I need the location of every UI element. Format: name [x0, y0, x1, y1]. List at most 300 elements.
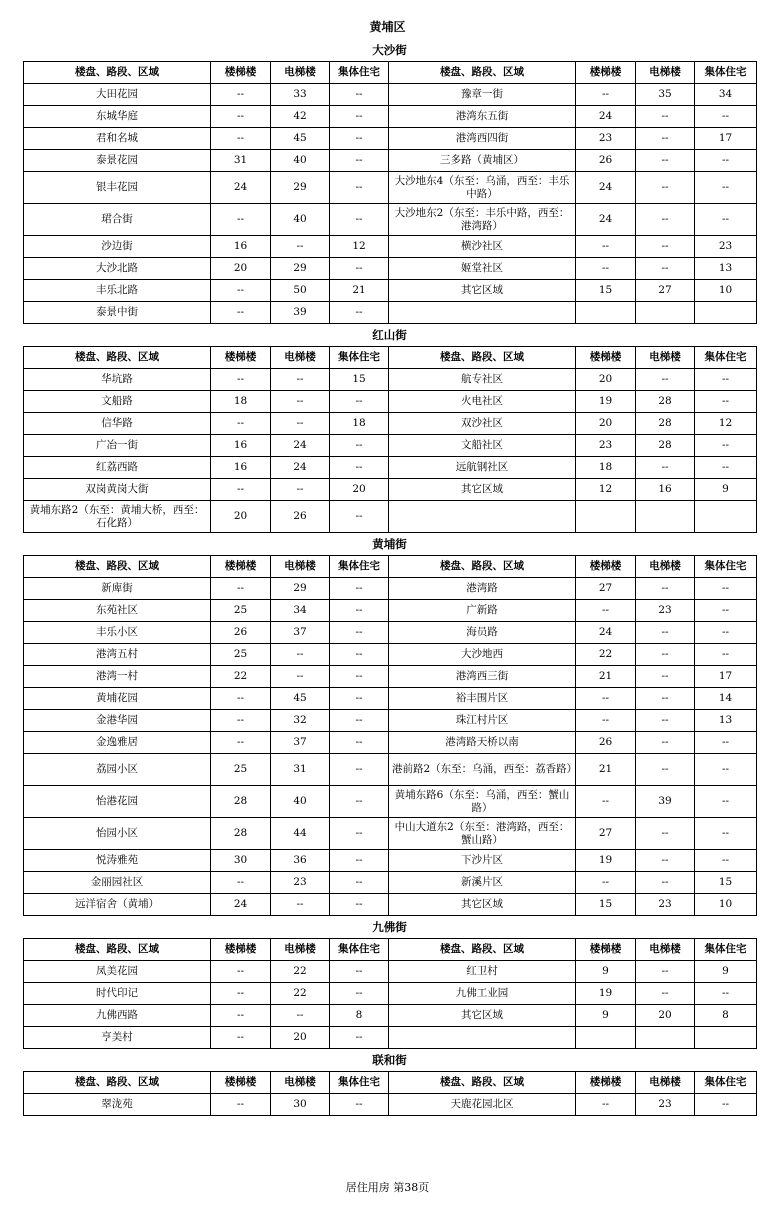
price-cell: 20	[330, 479, 389, 501]
price-cell: --	[211, 128, 271, 150]
column-header: 电梯楼	[636, 556, 695, 578]
column-header: 楼梯楼	[211, 556, 271, 578]
area-name-cell: 其它区域	[389, 894, 576, 916]
area-name-cell: 银丰花园	[24, 172, 211, 204]
price-cell: 22	[271, 961, 330, 983]
price-cell: --	[271, 479, 330, 501]
price-cell: --	[636, 128, 695, 150]
table-header-row	[24, 62, 757, 84]
price-cell: --	[695, 622, 757, 644]
price-cell: --	[211, 106, 271, 128]
price-cell: 16	[211, 236, 271, 258]
table-row	[24, 369, 757, 391]
price-cell: 18	[330, 413, 389, 435]
price-cell: 44	[271, 818, 330, 850]
price-cell: --	[576, 600, 636, 622]
price-cell: --	[330, 622, 389, 644]
table-row	[24, 84, 757, 106]
price-cell: --	[330, 688, 389, 710]
area-name-cell: 珠江村片区	[389, 710, 576, 732]
price-cell: 42	[271, 106, 330, 128]
area-name-cell: 黄埔花园	[24, 688, 211, 710]
price-cell: 45	[271, 688, 330, 710]
price-cell: 17	[695, 666, 757, 688]
column-header: 电梯楼	[636, 347, 695, 369]
price-cell: 23	[576, 435, 636, 457]
table-row	[24, 688, 757, 710]
column-header: 集体住宅	[695, 556, 757, 578]
column-header: 楼梯楼	[576, 347, 636, 369]
price-cell: 39	[636, 786, 695, 818]
price-cell: --	[636, 236, 695, 258]
price-cell: --	[695, 600, 757, 622]
price-cell: --	[330, 666, 389, 688]
price-cell: --	[330, 204, 389, 236]
column-header: 电梯楼	[271, 939, 330, 961]
price-cell: --	[576, 236, 636, 258]
price-cell: --	[211, 84, 271, 106]
price-cell: 9	[576, 961, 636, 983]
price-cell: --	[211, 479, 271, 501]
price-cell: 29	[271, 172, 330, 204]
area-name-cell: 泰景中街	[24, 302, 211, 324]
price-cell: 27	[576, 578, 636, 600]
column-header: 集体住宅	[330, 62, 389, 84]
price-cell: 16	[211, 435, 271, 457]
price-cell: 37	[271, 732, 330, 754]
price-cell	[695, 302, 757, 324]
area-name-cell: 港湾西三街	[389, 666, 576, 688]
price-cell: 23	[695, 236, 757, 258]
price-cell: 20	[576, 413, 636, 435]
price-cell: --	[636, 818, 695, 850]
price-cell: --	[636, 150, 695, 172]
column-header: 电梯楼	[636, 1072, 695, 1094]
price-cell: --	[695, 983, 757, 1005]
price-cell: 30	[271, 1094, 330, 1116]
price-cell: --	[695, 644, 757, 666]
price-cell: --	[211, 688, 271, 710]
column-header: 楼盘、路段、区域	[24, 939, 211, 961]
price-cell: 25	[211, 644, 271, 666]
price-cell: --	[211, 1094, 271, 1116]
section-table	[23, 346, 757, 533]
table-row	[24, 172, 757, 204]
column-header: 集体住宅	[695, 939, 757, 961]
price-cell: 25	[211, 600, 271, 622]
price-cell: --	[695, 578, 757, 600]
price-cell: --	[271, 666, 330, 688]
table-row	[24, 961, 757, 983]
price-cell	[695, 1027, 757, 1049]
price-cell: --	[695, 150, 757, 172]
price-cell: --	[576, 258, 636, 280]
area-name-cell: 金逸雅居	[24, 732, 211, 754]
area-name-cell: 珺合街	[24, 204, 211, 236]
area-name-cell: 其它区域	[389, 1005, 576, 1027]
area-name-cell: 文船路	[24, 391, 211, 413]
price-cell: 24	[211, 894, 271, 916]
price-cell: --	[211, 302, 271, 324]
section-table	[23, 938, 757, 1049]
page-footer: 居住用房 第38页	[345, 1181, 430, 1194]
price-cell: --	[330, 818, 389, 850]
price-cell: 12	[330, 236, 389, 258]
price-cell: --	[330, 710, 389, 732]
price-cell: --	[330, 754, 389, 786]
price-cell: 28	[636, 435, 695, 457]
area-name-cell: 怡园小区	[24, 818, 211, 850]
column-header: 楼梯楼	[211, 347, 271, 369]
table-row	[24, 457, 757, 479]
table-row	[24, 435, 757, 457]
column-header: 楼盘、路段、区域	[389, 347, 576, 369]
price-cell: --	[695, 369, 757, 391]
price-cell: 27	[636, 280, 695, 302]
area-name-cell: 天鹿花园北区	[389, 1094, 576, 1116]
area-name-cell: 大沙地东2（东至：丰乐中路，西至：港湾路）	[389, 204, 576, 236]
column-header: 楼盘、路段、区域	[389, 556, 576, 578]
table-row	[24, 850, 757, 872]
section-title: 红山街	[372, 328, 407, 342]
area-name-cell: 时代印记	[24, 983, 211, 1005]
table-row	[24, 1027, 757, 1049]
price-cell: 24	[211, 172, 271, 204]
price-cell: 26	[576, 150, 636, 172]
column-header: 集体住宅	[330, 347, 389, 369]
price-cell: --	[636, 369, 695, 391]
column-header: 集体住宅	[330, 1072, 389, 1094]
price-cell: 16	[636, 479, 695, 501]
section-title: 九佛街	[372, 920, 407, 934]
table-row	[24, 128, 757, 150]
price-cell: 16	[211, 457, 271, 479]
price-cell: 12	[576, 479, 636, 501]
price-cell: 10	[695, 894, 757, 916]
price-cell: --	[695, 204, 757, 236]
price-cell: --	[576, 872, 636, 894]
price-cell: 28	[211, 786, 271, 818]
price-cell: --	[695, 457, 757, 479]
price-cell: 32	[271, 710, 330, 732]
price-cell	[576, 1027, 636, 1049]
area-name-cell: 大沙地东4（东至：乌涌，西至：丰乐中路）	[389, 172, 576, 204]
column-header: 楼梯楼	[211, 62, 271, 84]
column-header: 楼梯楼	[576, 62, 636, 84]
table-row	[24, 150, 757, 172]
price-cell: 20	[576, 369, 636, 391]
price-cell: --	[330, 786, 389, 818]
column-header: 楼梯楼	[211, 939, 271, 961]
table-row	[24, 1005, 757, 1027]
table-row	[24, 622, 757, 644]
column-header: 楼梯楼	[211, 1072, 271, 1094]
area-name-cell: 其它区域	[389, 479, 576, 501]
area-name-cell: 港湾东五街	[389, 106, 576, 128]
price-cell: 22	[271, 983, 330, 1005]
table-header-row	[24, 347, 757, 369]
table-row	[24, 732, 757, 754]
table-row	[24, 644, 757, 666]
column-header: 楼盘、路段、区域	[389, 62, 576, 84]
price-cell: 26	[576, 732, 636, 754]
table-row	[24, 106, 757, 128]
table-header-row	[24, 939, 757, 961]
price-cell: --	[330, 644, 389, 666]
area-name-cell: 黄埔东路2（东至：黄埔大桥，西至：石化路）	[24, 501, 211, 533]
area-name-cell: 火电社区	[389, 391, 576, 413]
price-cell: --	[576, 688, 636, 710]
tables-container	[23, 39, 756, 1116]
price-cell: --	[695, 391, 757, 413]
area-name-cell: 远洋宿舍（黄埔）	[24, 894, 211, 916]
price-cell: --	[576, 710, 636, 732]
price-cell: --	[576, 84, 636, 106]
table-row	[24, 894, 757, 916]
price-cell: 37	[271, 622, 330, 644]
price-cell: 14	[695, 688, 757, 710]
table-row	[24, 501, 757, 533]
price-cell: --	[211, 369, 271, 391]
area-name-cell: 港湾路	[389, 578, 576, 600]
price-cell: 28	[636, 413, 695, 435]
column-header: 楼盘、路段、区域	[24, 347, 211, 369]
area-name-cell: 姬堂社区	[389, 258, 576, 280]
price-cell: --	[636, 622, 695, 644]
price-cell: --	[271, 894, 330, 916]
price-cell: --	[636, 710, 695, 732]
price-cell: 28	[211, 818, 271, 850]
price-cell: --	[211, 204, 271, 236]
column-header: 电梯楼	[271, 556, 330, 578]
column-header: 楼盘、路段、区域	[24, 62, 211, 84]
price-cell	[636, 501, 695, 533]
area-name-cell: 黄埔东路6（东至：乌涌，西至：蟹山路）	[389, 786, 576, 818]
price-cell: 23	[576, 128, 636, 150]
area-name-cell: 文船社区	[389, 435, 576, 457]
price-cell: --	[211, 413, 271, 435]
area-name-cell: 金丽园社区	[24, 872, 211, 894]
price-cell: 15	[695, 872, 757, 894]
price-cell: 34	[271, 600, 330, 622]
price-cell: --	[695, 818, 757, 850]
price-cell: 34	[695, 84, 757, 106]
column-header: 楼盘、路段、区域	[389, 939, 576, 961]
area-name-cell: 航专社区	[389, 369, 576, 391]
area-name-cell: 泰景花园	[24, 150, 211, 172]
price-cell: --	[330, 435, 389, 457]
area-name-cell: 港湾一村	[24, 666, 211, 688]
price-cell	[576, 302, 636, 324]
price-cell: --	[636, 850, 695, 872]
price-cell: 8	[330, 1005, 389, 1027]
price-cell: --	[695, 172, 757, 204]
price-cell: --	[576, 786, 636, 818]
price-cell: --	[211, 983, 271, 1005]
price-cell: --	[636, 644, 695, 666]
price-cell: 9	[695, 961, 757, 983]
price-cell: --	[211, 578, 271, 600]
price-cell: --	[636, 688, 695, 710]
area-name-cell: 君和名城	[24, 128, 211, 150]
price-cell: 24	[576, 204, 636, 236]
column-header: 电梯楼	[271, 62, 330, 84]
price-cell: 20	[211, 258, 271, 280]
area-name-cell: 港湾五村	[24, 644, 211, 666]
table-row	[24, 280, 757, 302]
area-name-cell	[389, 302, 576, 324]
area-name-cell: 九佛工业园	[389, 983, 576, 1005]
price-cell: 9	[576, 1005, 636, 1027]
price-cell: 13	[695, 710, 757, 732]
area-name-cell: 豫章一街	[389, 84, 576, 106]
price-cell: 20	[636, 1005, 695, 1027]
table-header-row	[24, 1072, 757, 1094]
price-cell	[695, 501, 757, 533]
price-cell: 23	[636, 1094, 695, 1116]
area-name-cell: 红荔西路	[24, 457, 211, 479]
price-cell: --	[211, 732, 271, 754]
price-cell: 15	[576, 894, 636, 916]
table-header-row	[24, 556, 757, 578]
price-cell: 50	[271, 280, 330, 302]
section-table	[23, 1071, 757, 1116]
area-name-cell: 华坑路	[24, 369, 211, 391]
price-cell: 21	[330, 280, 389, 302]
price-cell: --	[695, 106, 757, 128]
area-name-cell: 翠泷苑	[24, 1094, 211, 1116]
area-name-cell: 新庳街	[24, 578, 211, 600]
area-name-cell: 港湾西四街	[389, 128, 576, 150]
price-cell	[636, 302, 695, 324]
price-cell: 20	[271, 1027, 330, 1049]
area-name-cell: 大沙地西	[389, 644, 576, 666]
price-cell: --	[636, 872, 695, 894]
price-cell: 24	[576, 172, 636, 204]
price-cell: 24	[576, 106, 636, 128]
price-cell: 30	[211, 850, 271, 872]
area-name-cell: 大田花园	[24, 84, 211, 106]
price-cell	[576, 501, 636, 533]
section-title: 黄埔街	[372, 537, 407, 551]
price-cell: --	[636, 961, 695, 983]
table-row	[24, 872, 757, 894]
page-title: 黄埔区	[369, 20, 406, 34]
column-header: 楼盘、路段、区域	[24, 1072, 211, 1094]
price-cell: 40	[271, 150, 330, 172]
price-cell: 24	[271, 457, 330, 479]
area-name-cell: 其它区域	[389, 280, 576, 302]
area-name-cell	[389, 1027, 576, 1049]
area-name-cell: 荔园小区	[24, 754, 211, 786]
price-cell: 22	[211, 666, 271, 688]
price-cell: --	[271, 413, 330, 435]
price-cell: 15	[576, 280, 636, 302]
column-header: 楼盘、路段、区域	[389, 1072, 576, 1094]
price-cell: --	[330, 258, 389, 280]
area-name-cell: 大沙北路	[24, 258, 211, 280]
price-cell: --	[636, 258, 695, 280]
column-header: 电梯楼	[636, 62, 695, 84]
table-row	[24, 1094, 757, 1116]
price-cell: --	[330, 894, 389, 916]
area-name-cell: 丰乐北路	[24, 280, 211, 302]
price-cell: 21	[576, 666, 636, 688]
table-row	[24, 710, 757, 732]
price-cell: --	[330, 872, 389, 894]
price-cell: 19	[576, 391, 636, 413]
price-cell: --	[636, 983, 695, 1005]
price-cell: 40	[271, 786, 330, 818]
price-cell: --	[576, 1094, 636, 1116]
price-cell: 13	[695, 258, 757, 280]
price-cell: 23	[636, 600, 695, 622]
price-cell: 21	[576, 754, 636, 786]
price-cell: --	[636, 457, 695, 479]
area-name-cell: 远航钢社区	[389, 457, 576, 479]
price-cell: --	[211, 1005, 271, 1027]
price-cell: --	[330, 1027, 389, 1049]
price-cell: 23	[271, 872, 330, 894]
table-row	[24, 578, 757, 600]
price-cell: 25	[211, 754, 271, 786]
price-cell: --	[330, 84, 389, 106]
price-cell: 28	[636, 391, 695, 413]
section-table	[23, 555, 757, 916]
price-cell: 19	[576, 983, 636, 1005]
price-cell: --	[695, 435, 757, 457]
area-name-cell: 凤美花园	[24, 961, 211, 983]
price-cell: --	[271, 369, 330, 391]
section-title: 大沙街	[372, 43, 407, 57]
price-cell: --	[211, 280, 271, 302]
column-header: 楼梯楼	[576, 939, 636, 961]
area-name-cell: 东苑社区	[24, 600, 211, 622]
table-row	[24, 754, 757, 786]
table-row	[24, 302, 757, 324]
price-cell: --	[330, 457, 389, 479]
price-cell: --	[330, 128, 389, 150]
price-cell: 18	[576, 457, 636, 479]
area-name-cell: 广冶一街	[24, 435, 211, 457]
price-cell: --	[211, 1027, 271, 1049]
column-header: 集体住宅	[695, 1072, 757, 1094]
price-cell: 18	[211, 391, 271, 413]
price-cell: --	[330, 150, 389, 172]
price-cell: --	[695, 786, 757, 818]
price-cell: 9	[695, 479, 757, 501]
area-name-cell: 广新路	[389, 600, 576, 622]
price-cell: 33	[271, 84, 330, 106]
table-row	[24, 818, 757, 850]
price-cell: 24	[271, 435, 330, 457]
price-cell: 31	[271, 754, 330, 786]
area-name-cell: 双岗黄岗大街	[24, 479, 211, 501]
table-row	[24, 600, 757, 622]
price-cell: 22	[576, 644, 636, 666]
price-cell: 45	[271, 128, 330, 150]
area-name-cell: 中山大道东2（东至：港湾路，西至：蟹山路）	[389, 818, 576, 850]
column-header: 电梯楼	[271, 1072, 330, 1094]
price-cell: --	[330, 983, 389, 1005]
table-row	[24, 236, 757, 258]
table-row	[24, 666, 757, 688]
area-name-cell: 港前路2（东至：乌涌，西至：荔香路）	[389, 754, 576, 786]
table-row	[24, 413, 757, 435]
price-cell: --	[271, 1005, 330, 1027]
price-cell: 26	[271, 501, 330, 533]
area-name-cell: 红卫村	[389, 961, 576, 983]
